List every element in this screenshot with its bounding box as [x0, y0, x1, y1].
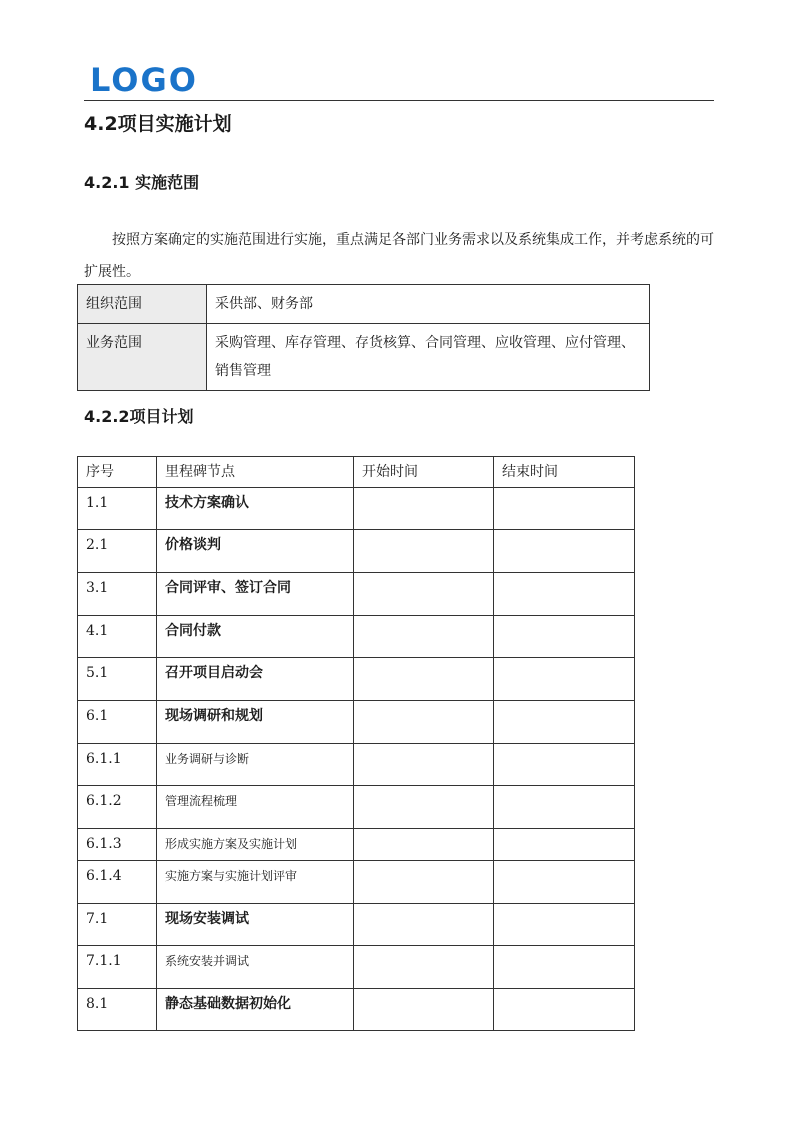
row-end [494, 573, 635, 616]
scope-row-org [78, 285, 650, 324]
row-no: 5.1 [78, 658, 157, 701]
row-milestone: 现场调研和规划 [157, 701, 354, 744]
table-row [78, 488, 635, 530]
row-end [494, 744, 635, 786]
row-start [354, 616, 494, 658]
table-row [78, 701, 635, 744]
row-start [354, 488, 494, 530]
row-no: 6.1 [78, 701, 157, 744]
table-row [78, 530, 635, 573]
row-start [354, 861, 494, 904]
row-milestone: 技术方案确认 [157, 488, 354, 530]
table-row [78, 744, 635, 786]
row-milestone: 价格谈判 [157, 530, 354, 573]
row-start [354, 786, 494, 829]
row-no: 6.1.3 [78, 829, 157, 861]
table-row [78, 861, 635, 904]
row-no: 6.1.1 [78, 744, 157, 786]
scope-value: 采购管理、库存管理、存货核算、合同管理、应收管理、应付管理、销售管理 [207, 324, 650, 391]
table-row [78, 658, 635, 701]
row-start [354, 904, 494, 946]
row-end [494, 829, 635, 861]
table-row [78, 616, 635, 658]
row-no: 6.1.4 [78, 861, 157, 904]
row-milestone: 合同付款 [157, 616, 354, 658]
plan-table [77, 456, 635, 1031]
row-milestone: 系统安装并调试 [157, 946, 354, 989]
header-start: 开始时间 [354, 457, 494, 488]
row-no: 8.1 [78, 989, 157, 1031]
table-row [78, 904, 635, 946]
scope-value: 采供部、财务部 [207, 285, 650, 324]
row-end [494, 488, 635, 530]
row-no: 3.1 [78, 573, 157, 616]
row-start [354, 829, 494, 861]
scope-heading: 4.2.1 实施范围 [84, 173, 200, 192]
row-milestone: 合同评审、签订合同 [157, 573, 354, 616]
row-start [354, 744, 494, 786]
row-end [494, 989, 635, 1031]
row-end [494, 861, 635, 904]
scope-label: 业务范围 [78, 324, 207, 391]
header-milestone: 里程碑节点 [157, 457, 354, 488]
row-no: 7.1.1 [78, 946, 157, 989]
row-end [494, 904, 635, 946]
plan-heading: 4.2.2项目计划 [84, 407, 194, 426]
table-row [78, 829, 635, 861]
row-no: 4.1 [78, 616, 157, 658]
row-start [354, 658, 494, 701]
row-no: 6.1.2 [78, 786, 157, 829]
table-row [78, 946, 635, 989]
row-start [354, 946, 494, 989]
row-start [354, 701, 494, 744]
section-title: 4.2项目实施计划 [84, 113, 232, 135]
row-end [494, 530, 635, 573]
row-end [494, 616, 635, 658]
scope-table [77, 284, 650, 391]
row-no: 2.1 [78, 530, 157, 573]
row-milestone: 实施方案与实施计划评审 [157, 861, 354, 904]
row-milestone: 业务调研与诊断 [157, 744, 354, 786]
row-end [494, 946, 635, 989]
row-no: 7.1 [78, 904, 157, 946]
row-end [494, 658, 635, 701]
header-no: 序号 [78, 457, 157, 488]
row-milestone: 静态基础数据初始化 [157, 989, 354, 1031]
row-milestone: 现场安装调试 [157, 904, 354, 946]
scope-paragraph: 按照方案确定的实施范围进行实施，重点满足各部门业务需求以及系统集成工作，并考虑系统的可扩展性。 [84, 232, 714, 280]
logo: LOGO [90, 61, 198, 99]
row-milestone: 形成实施方案及实施计划 [157, 829, 354, 861]
row-start [354, 989, 494, 1031]
row-milestone: 管理流程梳理 [157, 786, 354, 829]
scope-label: 组织范围 [78, 285, 207, 324]
row-start [354, 530, 494, 573]
plan-header-row [78, 457, 635, 488]
table-row [78, 573, 635, 616]
header-end: 结束时间 [494, 457, 635, 488]
header-divider [84, 100, 714, 101]
row-no: 1.1 [78, 488, 157, 530]
row-start [354, 573, 494, 616]
row-end [494, 786, 635, 829]
scope-row-business [78, 324, 650, 391]
table-row [78, 989, 635, 1031]
row-milestone: 召开项目启动会 [157, 658, 354, 701]
table-row [78, 786, 635, 829]
row-end [494, 701, 635, 744]
